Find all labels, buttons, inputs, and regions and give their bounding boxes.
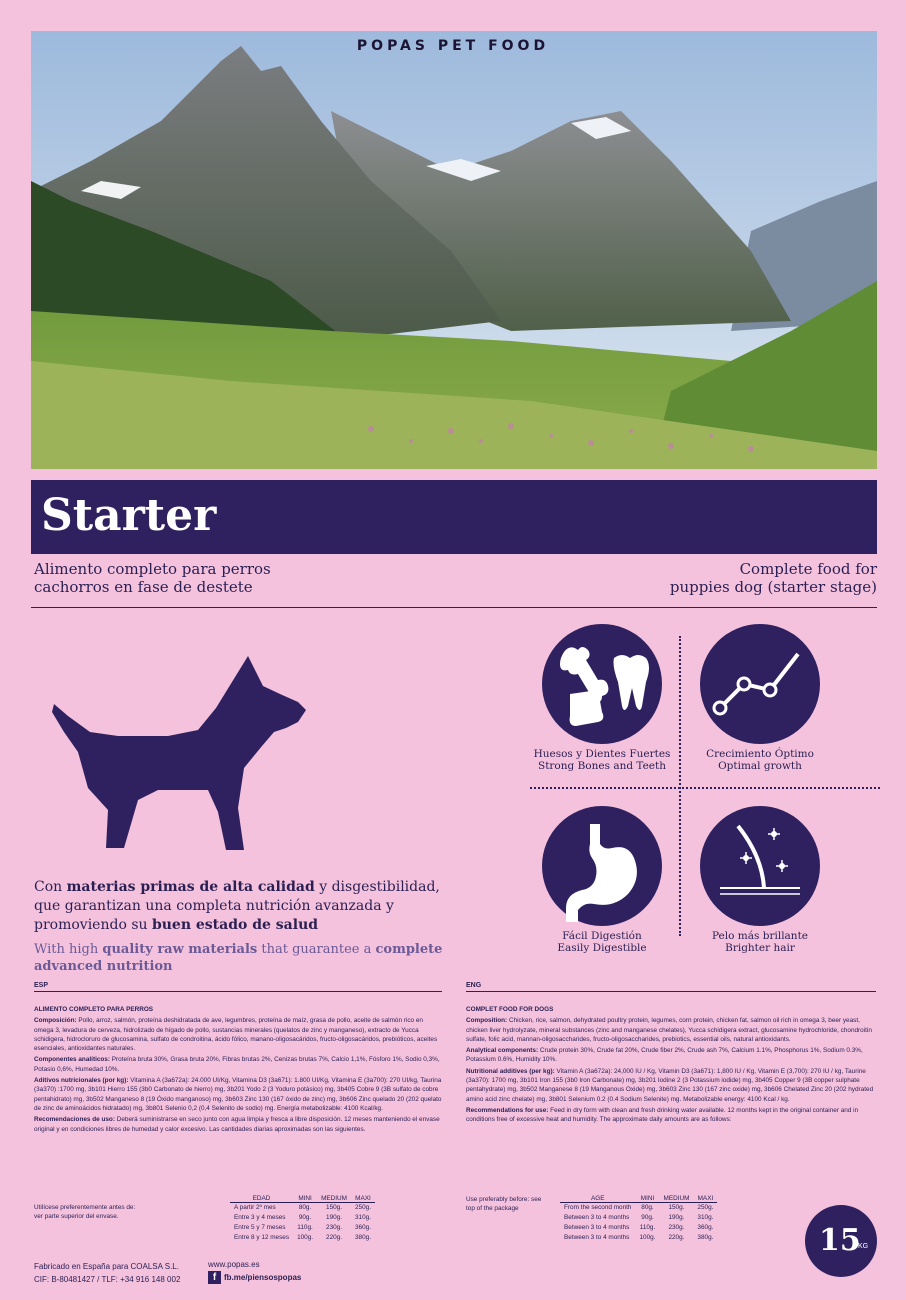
hair-shine-icon — [700, 806, 820, 926]
claim-es: Con materias primas de alta calidad y disgestibilidad, que garantizan una completa nutrición avanzada y promoviendo su buen estado de salud — [34, 879, 440, 933]
bone-tooth-icon — [542, 624, 662, 744]
brand-name: POPAS PET FOOD — [356, 38, 550, 54]
feature-caption-hair: Pelo más brillante Brighter hair — [711, 930, 809, 954]
facebook-link[interactable]: f fb.me/piensospopas — [208, 1271, 301, 1284]
table-row: Between 3 to 4 months 100g. 220g. 380g. — [564, 1234, 714, 1241]
eng-feeding-table: AGE MINI MEDIUM MAXI From the second month 80g. 150g. 250g. Between 3 to 4 months 90g. 190g. 310g. Between 3 to 4 months 110g. 230g. 360g. Between 3 to 4 months 100g. 220g. 380g. — [560, 1195, 717, 1243]
section-label-esp: ESP — [34, 982, 49, 989]
subtitle-es: Alimento completo para perros cachorros en fase de destete — [34, 560, 271, 596]
section-label-eng: ENG — [466, 982, 482, 989]
eng-best-before: Use preferably before: see top of the package — [466, 1196, 542, 1212]
dog-silhouette-icon — [48, 650, 310, 860]
dotted-divider-vertical — [679, 636, 681, 936]
footer-links — [208, 1258, 301, 1284]
table-row: Between 3 to 4 months 110g. 230g. 360g. — [564, 1224, 714, 1231]
product-title: Starter — [41, 490, 217, 541]
dotted-divider-horizontal — [530, 787, 880, 789]
esp-feeding-table: EDAD MINI MEDIUM MAXI A partir 2º mes 80g. 150g. 250g. Entre 3 y 4 meses 90g. 190g. 310g. Entre 5 y 7 meses 110g. 230g. 360g. Entre 8 y 12 meses 100g. 220g. 380g. — [230, 1195, 375, 1243]
footer-manufacturer: Fabricado en España para COALSA S.L. CIF: B-80481427 / TLF: +34 916 148 002 — [34, 1262, 181, 1284]
weight-badge: 15 KG — [805, 1205, 877, 1277]
subtitle-en: Complete food for puppies dog (starter stage) — [669, 560, 877, 596]
table-row: From the second month 80g. 150g. 250g. — [564, 1204, 714, 1211]
esp-text-column: ALIMENTO COMPLETO PARA PERROS Composición: Pollo, arroz, salmón, proteína deshidratada de ave, legumbres, proteína de maíz, grasa de pollo, aceite de salmón rico en omega 3, levadura de cerveza, hidrolizado de hígado de pollo, sustancias minerales (quelatos de zinc y manganeso), extracto de Yucca schidigera, hidrocloruro de glucosamina, sulfato de condroitina, ácido fólico, manano-oligosacáridos, fructo-oligosacáridos, prebióticos, aceites esenciales, antioxidantes naturales. Componentes analíticos: Proteína bruta 30%, Grasa bruta 20%, Fibras brutas 2%, Cenizas brutas 7%, Calcio 1,1%, Fósforo 1%, Sodio 0,3%, Potasio 0,6%, Humedad 10%. Aditivos nutricionales (por kg): Vitamina A (3a672a): 24.000 UI/Kg, Vitamina D3 (3a671): 1.800 UI/Kg, Vitamina E (3a700): 270 UI/kg, Taurina (3a370) :1700 mg, 3b101 Hierro 155 (3b0 Carbonato de hierro) mg, 3b201 Yodo 2 (3 Yoduro potásico) mg, 3b405 Cobre 9 (3B sulfato de cobre pentahidrato) mg, 3b502 Manganeso 8 (19 Óxido manganoso) mg, 3b603 Zinc 130 (167 óxido de zinc) mg, 3b606 Zinc quelado 20 (202 quelato de zinc de aminoácidos hidratado) mg, 3b801 Selenio 0,2 (0,4 Selenito de sodio) mg. Energía metabolizable: 4100 Kcal/kg. Recomendaciones de uso: Deberá suministrarse en seco junto con agua limpia y fresca a libre disposición. 12 meses manteniendo el envase original y en condiciones libres de humedad y calor excesivo. Las cantidades diarias aproximadas son las siguientes. — [34, 1006, 442, 1133]
divider — [31, 607, 877, 608]
eng-text-column: COMPLET FOOD FOR DOGS Composition: Chicken, rice, salmon, dehydrated poultry protein, legumes, corn protein, chicken fat, salmon oil rich in omega 3, beer yeast, chicken liver hydrolyzate, mineral substances (zinc and manganese chelates), Yucca schidigera extract, glucosamine hydrochloride, chondroitin sulfate, folic acid, mannan-oligosaccharides, fructo-oligosaccharides, prebiotics, essential oils, natural antioxidants. Analytical components: Crude protein 30%, Crude fat 20%, Crude fiber 2%, Crude ash 7%, Calcium 1.1%, Phosphorus 1%, Sodium 0.3%, Potassium 0.6%, Humidity 10%. Nutritional additives (per kg): Vitamin A (3a672a): 24,000 IU / Kg, Vitamin D3 (3a671): 1,800 IU / Kg, Vitamin E (3,700): 270 IU / kg, Taurine (3a370): 1700 mg, 3b101 Iron 155 (3b0 Iron Carbonate) mg, 3b201 Iodine 2 (3 Potassium iodide) mg, 3b405 Copper 9 (3B copper sulphate pentahydrate) mg, 3b502 Manganese 8 (19 Manganous Oxide) mg, 3b603 Zinc 130 (167 zinc oxide) mg, 3b606 Chelated Zinc 20 (202 hydrated amino acid zinc chelate) mg, 3b801 Selenium 0.2 (0.4 Sodium Selenite) mg. Metabolizable energy: 4100 Kcal / kg. Recommendations for use: Feed in dry form with clean and fresh drinking water available. 12 months kept in the original container and in conditions free of excessive heat and humidity. The approximate daily amounts are as follows: — [466, 1006, 874, 1124]
section-rule-esp — [34, 991, 442, 992]
esp-best-before: Utilícese preferentemente antes de: ver parte superior del envase. — [34, 1204, 136, 1220]
feature-caption-growth: Crecimiento Óptimo Optimal growth — [706, 748, 814, 772]
table-row: A partir 2º mes 80g. 150g. 250g. — [234, 1204, 371, 1211]
feature-caption-bones: Huesos y Dientes Fuertes Strong Bones and Teeth — [533, 748, 671, 772]
growth-chart-icon — [700, 624, 820, 744]
title-bar — [31, 480, 877, 554]
section-rule-eng — [466, 991, 876, 992]
table-row: Entre 8 y 12 meses 100g. 220g. 380g. — [234, 1234, 371, 1241]
claim-en: With high quality raw materials that guarantee a complete advanced nutrition — [34, 942, 443, 974]
table-row: Entre 3 y 4 meses 90g. 190g. 310g. — [234, 1214, 371, 1221]
facebook-icon: f — [208, 1271, 221, 1284]
stomach-icon — [542, 806, 662, 926]
hero-mountain-image — [31, 31, 877, 469]
table-row: Entre 5 y 7 meses 110g. 230g. 360g. — [234, 1224, 371, 1231]
feature-caption-digestion: Fácil Digestión Easily Digestible — [557, 930, 647, 954]
website-link[interactable]: www.popas.es — [208, 1260, 260, 1269]
table-row: Between 3 to 4 months 90g. 190g. 310g. — [564, 1214, 714, 1221]
